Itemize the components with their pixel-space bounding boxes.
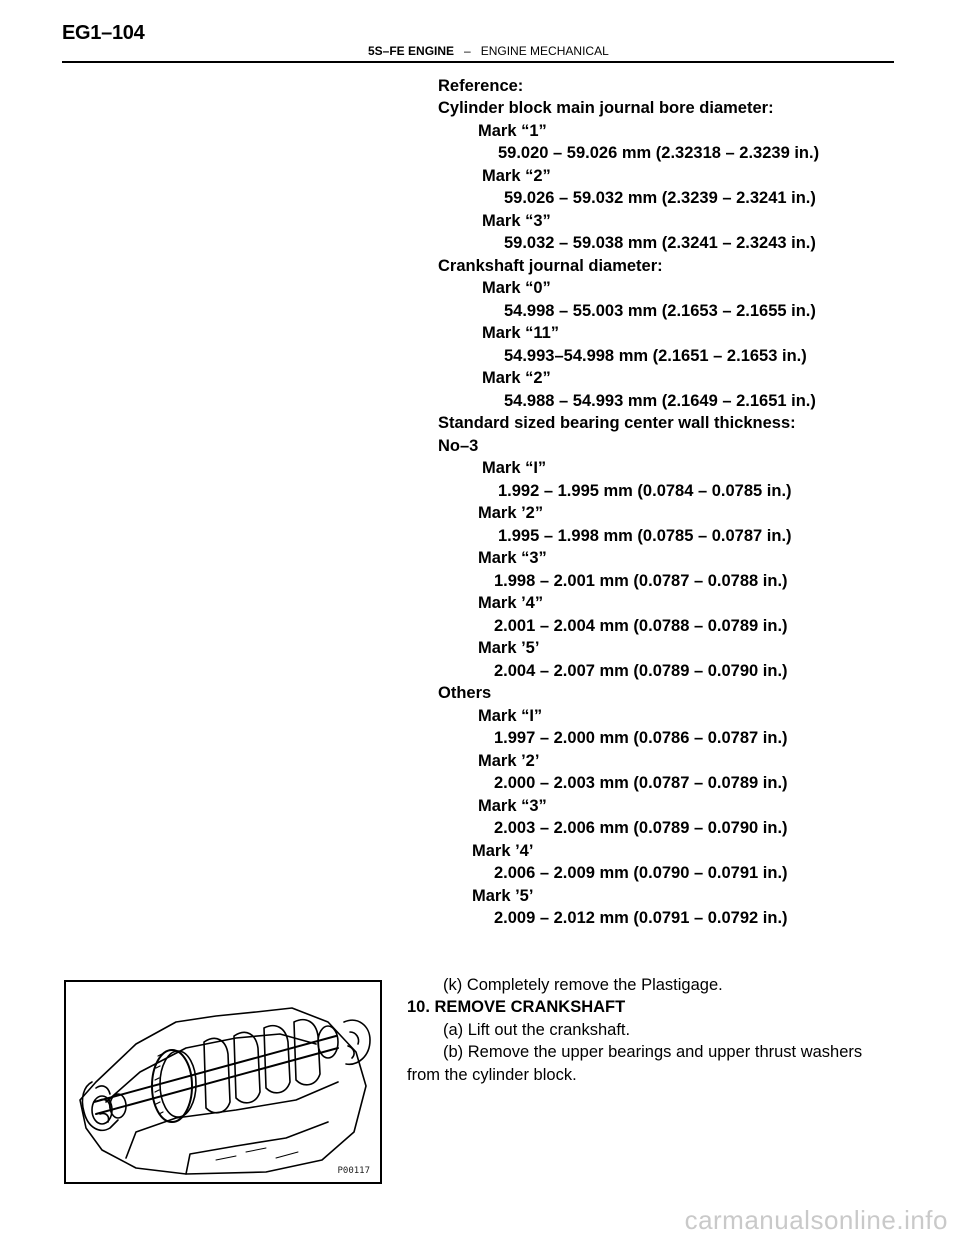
reference-spec: 59.026 – 59.032 mm (2.3239 – 2.3241 in.) bbox=[504, 189, 816, 207]
reference-spec: 59.032 – 59.038 mm (2.3241 – 2.3243 in.) bbox=[504, 234, 816, 252]
crankshaft-drawing bbox=[66, 982, 380, 1182]
reference-spec: 1.998 – 2.001 mm (0.0787 – 0.0788 in.) bbox=[494, 572, 788, 590]
reference-group: Others bbox=[438, 684, 492, 702]
reference-spec: 1.992 – 1.995 mm (0.0784 – 0.0785 in.) bbox=[498, 482, 792, 500]
step-a: (a) Lift out the crankshaft. bbox=[443, 1021, 631, 1039]
reference-mark: Mark “2” bbox=[482, 369, 551, 387]
step-b-continued: from the cylinder block. bbox=[407, 1066, 577, 1084]
reference-mark: Mark “3” bbox=[482, 212, 551, 230]
step-10-heading: 10. REMOVE CRANKSHAFT bbox=[407, 998, 626, 1016]
reference-spec: 2.000 – 2.003 mm (0.0787 – 0.0789 in.) bbox=[494, 774, 788, 792]
reference-subheading: Cylinder block main journal bore diameter: bbox=[438, 99, 774, 117]
reference-spec: 1.995 – 1.998 mm (0.0785 – 0.0787 in.) bbox=[498, 527, 792, 545]
reference-spec: 54.988 – 54.993 mm (2.1649 – 2.1651 in.) bbox=[504, 392, 816, 410]
reference-spec: 2.001 – 2.004 mm (0.0788 – 0.0789 in.) bbox=[494, 617, 788, 635]
reference-subheading: Crankshaft journal diameter: bbox=[438, 257, 663, 275]
reference-spec: 2.009 – 2.012 mm (0.0791 – 0.0792 in.) bbox=[494, 909, 788, 927]
reference-spec: 2.003 – 2.006 mm (0.0789 – 0.0790 in.) bbox=[494, 819, 788, 837]
reference-group: No–3 bbox=[438, 437, 479, 455]
reference-heading: Reference: bbox=[438, 77, 524, 95]
section-separator: – bbox=[464, 44, 471, 58]
reference-mark: Mark ’5’ bbox=[478, 639, 540, 657]
reference-subheading: Standard sized bearing center wall thickness: bbox=[438, 414, 796, 432]
figure-code: P00117 bbox=[337, 1166, 370, 1176]
reference-spec: 1.997 – 2.000 mm (0.0786 – 0.0787 in.) bbox=[494, 729, 788, 747]
reference-mark: Mark “0” bbox=[482, 279, 551, 297]
reference-mark: Mark “11” bbox=[482, 324, 560, 342]
watermark: carmanualsonline.info bbox=[684, 1205, 948, 1235]
reference-mark: Mark “1” bbox=[478, 122, 547, 140]
reference-spec: 59.020 – 59.026 mm (2.32318 – 2.3239 in.) bbox=[498, 144, 820, 162]
reference-mark: Mark “I” bbox=[482, 459, 547, 477]
reference-mark: Mark ’2’ bbox=[478, 752, 540, 770]
reference-mark: Mark “2” bbox=[482, 167, 551, 185]
reference-mark: Mark “3” bbox=[478, 797, 547, 815]
page-number: EG1–104 bbox=[62, 22, 145, 44]
reference-spec: 54.993–54.998 mm (2.1651 – 2.1653 in.) bbox=[504, 347, 807, 365]
section-engine: 5S–FE ENGINE bbox=[368, 44, 455, 58]
step-k: (k) Completely remove the Plastigage. bbox=[443, 976, 723, 994]
reference-mark: Mark ’4’ bbox=[472, 842, 534, 860]
reference-spec: 2.006 – 2.009 mm (0.0790 – 0.0791 in.) bbox=[494, 864, 788, 882]
reference-spec: 54.998 – 55.003 mm (2.1653 – 2.1655 in.) bbox=[504, 302, 816, 320]
reference-mark: Mark ’4” bbox=[478, 594, 544, 612]
reference-mark: Mark ’2” bbox=[478, 504, 544, 522]
section-name: ENGINE MECHANICAL bbox=[480, 44, 609, 58]
reference-spec: 2.004 – 2.007 mm (0.0789 – 0.0790 in.) bbox=[494, 662, 788, 680]
reference-mark: Mark ’5’ bbox=[472, 887, 534, 905]
step-b: (b) Remove the upper bearings and upper thrust washers bbox=[443, 1043, 863, 1061]
crankshaft-illustration bbox=[64, 980, 382, 1184]
reference-mark: Mark “3” bbox=[478, 549, 547, 567]
reference-mark: Mark “I” bbox=[478, 707, 543, 725]
